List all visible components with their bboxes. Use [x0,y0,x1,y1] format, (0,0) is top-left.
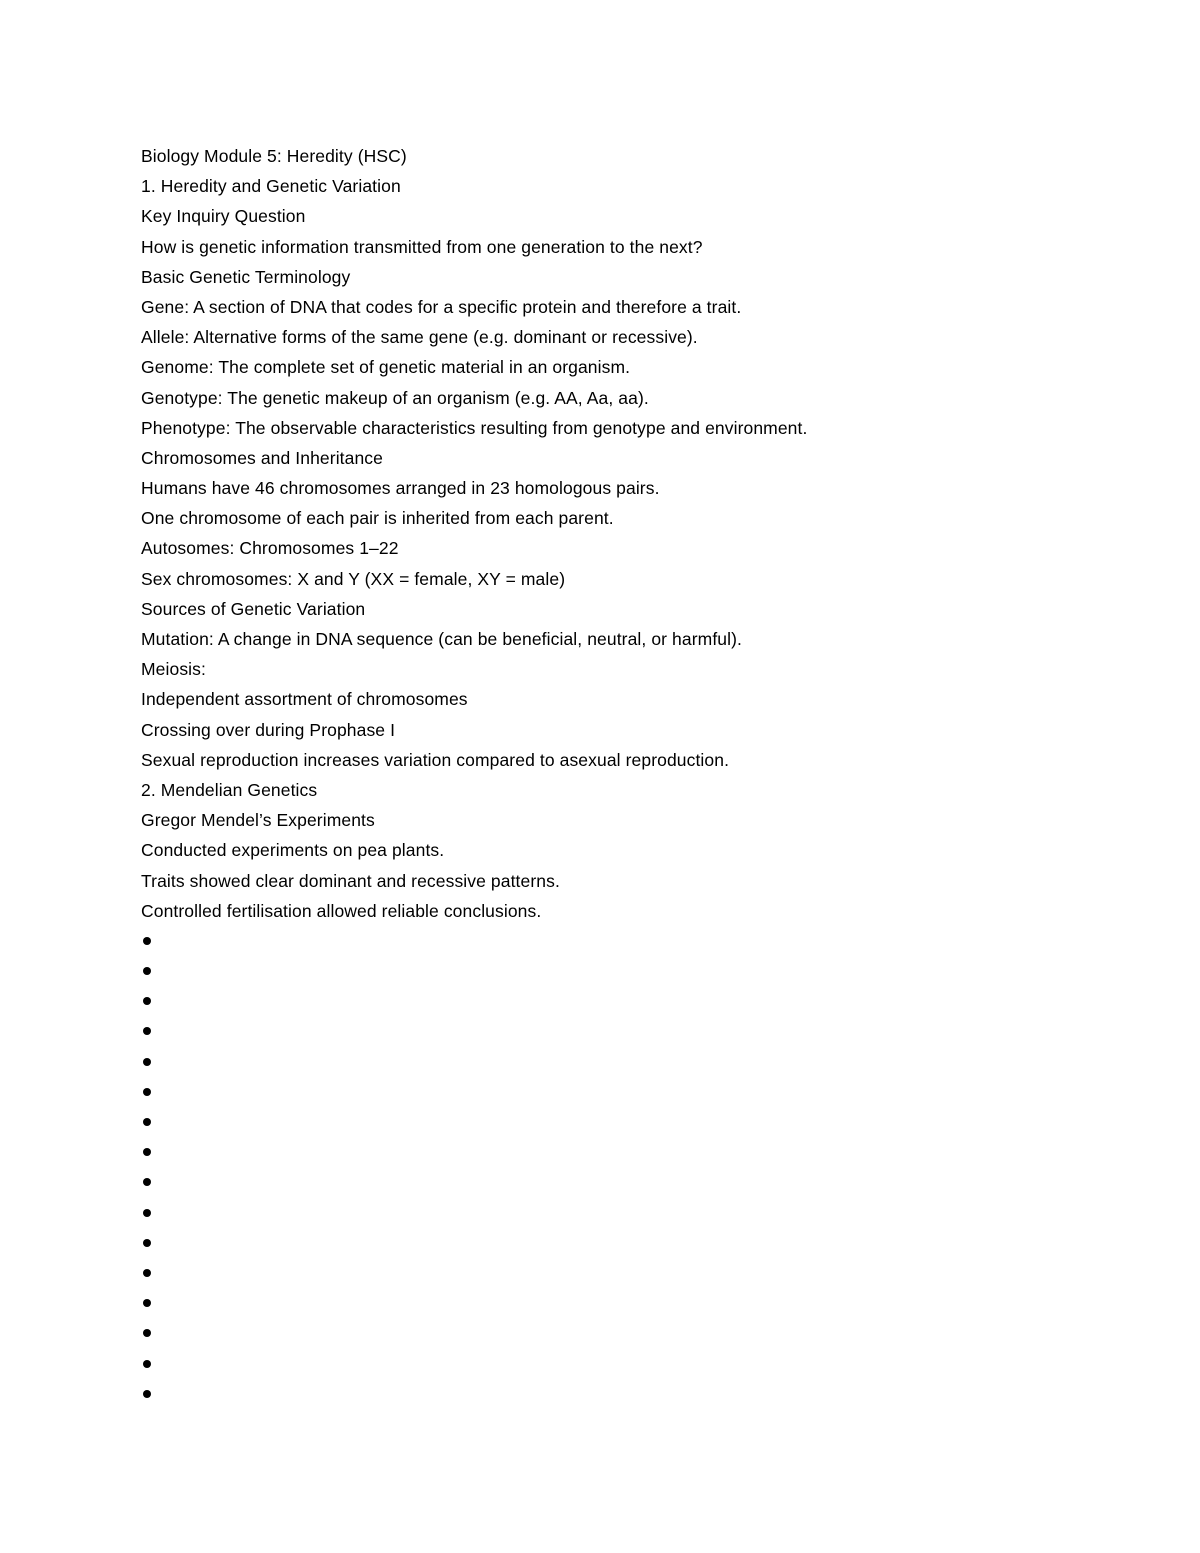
bullet-list-item [141,1258,1101,1288]
text-line: Controlled fertilisation allowed reliable conclusions. [141,900,542,921]
bullet-icon [143,967,151,975]
text-line: Autosomes: Chromosomes 1–22 [141,538,399,559]
text-line: Mutation: A change in DNA sequence (can be beneficial, neutral, or harmful). [141,629,743,649]
text-line: One chromosome of each pair is inherited from each parent. [141,508,614,529]
text-line: Traits showed clear dominant and recessive patterns. [141,870,560,891]
text-line: Independent assortment of chromosomes [141,689,468,710]
bullet-list-item [141,1228,1101,1258]
bullet-list-item [141,1107,1101,1137]
bullet-icon [143,1209,151,1217]
bullet-icon [143,1148,151,1156]
bullet-icon [143,1178,151,1186]
bullet-icon [143,997,151,1005]
bullet-list-item [141,1167,1101,1197]
bullet-icon [143,1360,151,1368]
bullet-list-item [141,1288,1101,1318]
text-line: Conducted experiments on pea plants. [141,840,445,861]
text-line: Chromosomes and Inheritance [141,447,383,468]
bullet-icon [143,1088,151,1096]
bullet-icon [143,1027,151,1035]
bullet-list-item [141,1198,1101,1228]
text-line: Gene: A section of DNA that codes for a specific protein and therefore a trait. [141,296,742,317]
text-line: Genome: The complete set of genetic material in an organism. [141,357,631,378]
bullet-icon [143,1269,151,1277]
bullet-icon [143,937,151,945]
text-line: Gregor Mendel’s Experiments [141,810,375,831]
bullet-list-item [141,1137,1101,1167]
text-line: Crossing over during Prophase I [141,719,396,740]
bullet-list-item [141,956,1101,986]
bullet-list-item [141,986,1101,1016]
bullet-icon [143,1239,151,1247]
text-line: Genotype: The genetic makeup of an organism (e.g. AA, Aa, aa). [141,387,649,408]
bullet-list-item [141,926,1101,956]
bullet-list-item [141,1016,1101,1046]
text-line: Key Inquiry Question [141,206,306,227]
text-lines [141,141,1101,926]
text-line: 2. Mendelian Genetics [141,779,318,800]
bullet-icon [143,1390,151,1398]
text-line: Biology Module 5: Heredity (HSC) [141,146,407,166]
text-line: Allele: Alternative forms of the same gene (e.g. dominant or recessive). [141,327,698,348]
text-line: Sex chromosomes: X and Y (XX = female, XY = male) [141,568,566,589]
text-line: 1. Heredity and Genetic Variation [141,176,401,197]
bullet-list-item [141,1379,1101,1409]
bullet-list-item [141,1318,1101,1348]
text-line: How is genetic information transmitted from one generation to the next? [141,236,703,257]
bullet-list-item [141,1047,1101,1077]
document-body [141,141,1101,1409]
text-line: Sources of Genetic Variation [141,598,366,619]
text-line: Humans have 46 chromosomes arranged in 23 homologous pairs. [141,478,660,499]
text-line: Phenotype: The observable characteristics resulting from genotype and environment. [141,417,808,438]
empty-bullet-list [141,926,1101,1409]
bullet-list-item [141,1349,1101,1379]
bullet-icon [143,1329,151,1337]
bullet-icon [143,1058,151,1066]
text-line: Meiosis: [141,659,206,680]
bullet-icon [143,1299,151,1307]
text-line: Basic Genetic Terminology [141,266,351,287]
bullet-icon [143,1118,151,1126]
text-line: Sexual reproduction increases variation compared to asexual reproduction. [141,749,730,770]
bullet-list-item [141,1077,1101,1107]
